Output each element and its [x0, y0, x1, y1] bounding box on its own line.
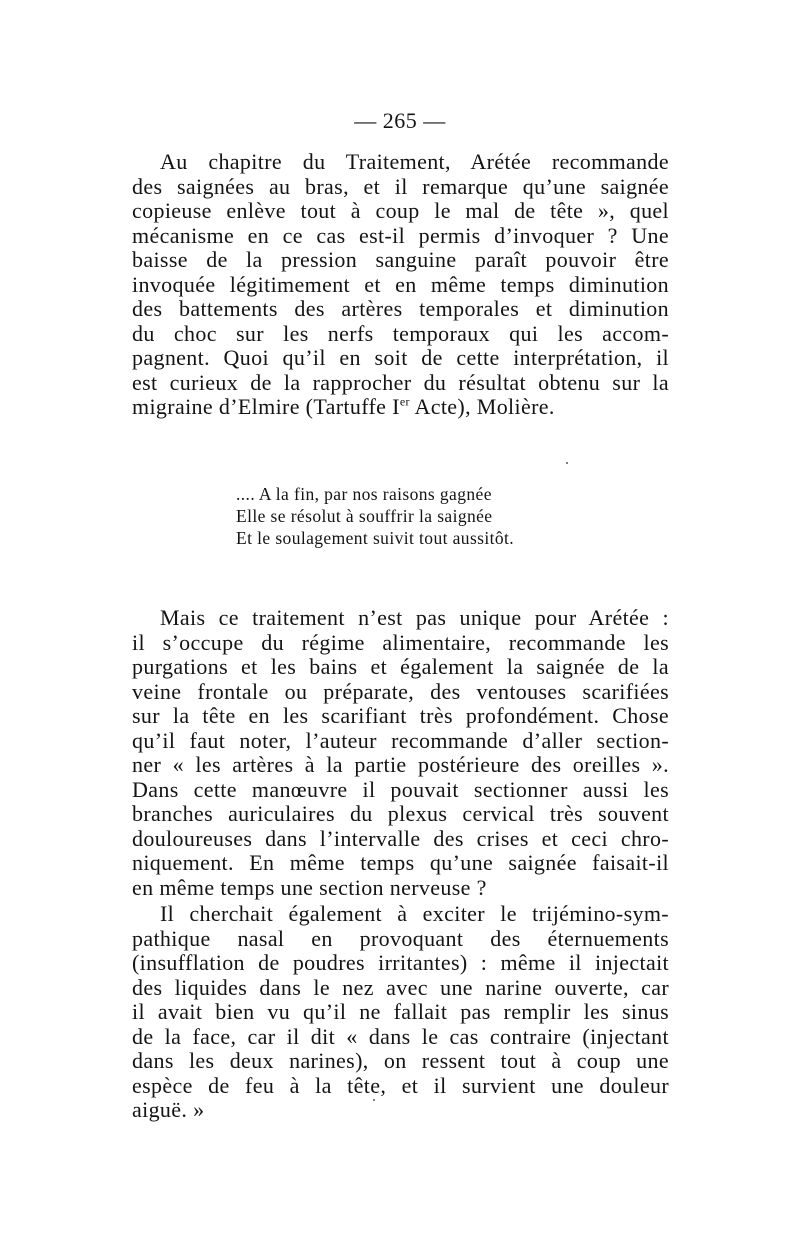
superscript-ordinal: er	[399, 394, 410, 409]
text-line: espèce de feu à la tête, et il survient une douleur	[132, 1072, 669, 1098]
text-line: aiguë. »	[132, 1097, 205, 1122]
text-line: purgations et les bains et également la saignée de la	[132, 654, 669, 679]
text-fragment: migraine d’Elmire (Tartuffe I	[132, 394, 400, 419]
text-line: Dans cette manœuvre il pouvait sectionner aussi les	[132, 776, 669, 802]
text-line: ner « les artères à la partie postérieure des oreilles ».	[132, 752, 669, 777]
verse-line: Et le soulagement suivit tout aussitôt.	[236, 528, 515, 548]
paragraph-nasal-treatment	[132, 902, 669, 1123]
paragraph-other-treatments	[132, 606, 669, 900]
verse-line: Elle se résolut à souffrir la saignée	[236, 506, 493, 526]
page-number: — 265 —	[354, 108, 446, 133]
text-line: baisse de la pression sanguine paraît pouvoir être	[132, 247, 669, 272]
text-line: des battements des artères temporales et diminution	[132, 296, 669, 321]
text-line: Mais ce traitement n’est pas unique pour Arétée :	[160, 605, 669, 630]
text-line: des liquides dans le nez avec une narine ouverte, car	[132, 974, 669, 1000]
text-line: du choc sur les nerfs temporaux qui les accom-	[132, 320, 669, 346]
verse-quotation	[236, 483, 576, 549]
text-line: pathique nasal en provoquant des éternuements	[132, 925, 669, 951]
text-line: (insufflation de poudres irritantes) : même il injectait	[132, 950, 669, 975]
text-line: Il cherchait également à exciter le trijémino-sym-	[160, 901, 669, 926]
text-line: qu’il faut noter, l’auteur recommande d’aller section-	[132, 727, 669, 753]
text-line: Au chapitre du Traitement, Arétée recommande	[160, 149, 669, 174]
text-line: mécanisme en ce cas est-il permis d’invoquer ? Une	[132, 222, 669, 248]
scan-speck	[566, 462, 568, 464]
text-fragment: Acte), Molière.	[409, 394, 555, 419]
text-line: il s’occupe du régime alimentaire, recommande les	[132, 629, 669, 655]
text-line: dans les deux narines), on ressent tout à coup une	[132, 1048, 669, 1073]
text-line: branches auriculaires du plexus cervical très souvent	[132, 801, 669, 826]
text-line: des saignées au bras, et il remarque qu’une saignée	[132, 173, 669, 199]
text-line-with-superscript	[132, 395, 669, 420]
text-line: veine frontale ou préparate, des ventouses scarifiées	[132, 678, 669, 704]
text-line: copieuse enlève tout à coup le mal de tête », quel	[132, 198, 669, 223]
text-line: pagnent. Quoi qu’il en soit de cette interprétation, il	[132, 345, 669, 370]
text-line: en même temps une section nerveuse ?	[132, 874, 487, 900]
paragraph-treatment-bleeding	[132, 150, 669, 420]
text-line: de la face, car il dit « dans le cas contraire (injectant	[132, 1023, 669, 1049]
text-line: douloureuses dans l’intervalle des crises et ceci chro-	[132, 825, 669, 851]
text-line: niquement. En même temps qu’une saignée faisait-il	[132, 850, 669, 875]
text-line: sur la tête en les scarifiant très profondément. Chose	[132, 703, 669, 728]
text-line: est curieux de la rapprocher du résultat obtenu sur la	[132, 369, 669, 395]
scan-speck	[373, 1099, 375, 1101]
verse-line: .... A la fin, par nos raisons gagnée	[236, 484, 492, 504]
text-line: invoquée légitimement et en même temps diminution	[132, 271, 669, 297]
text-line: il avait bien vu qu’il ne fallait pas remplir les sinus	[132, 999, 669, 1024]
